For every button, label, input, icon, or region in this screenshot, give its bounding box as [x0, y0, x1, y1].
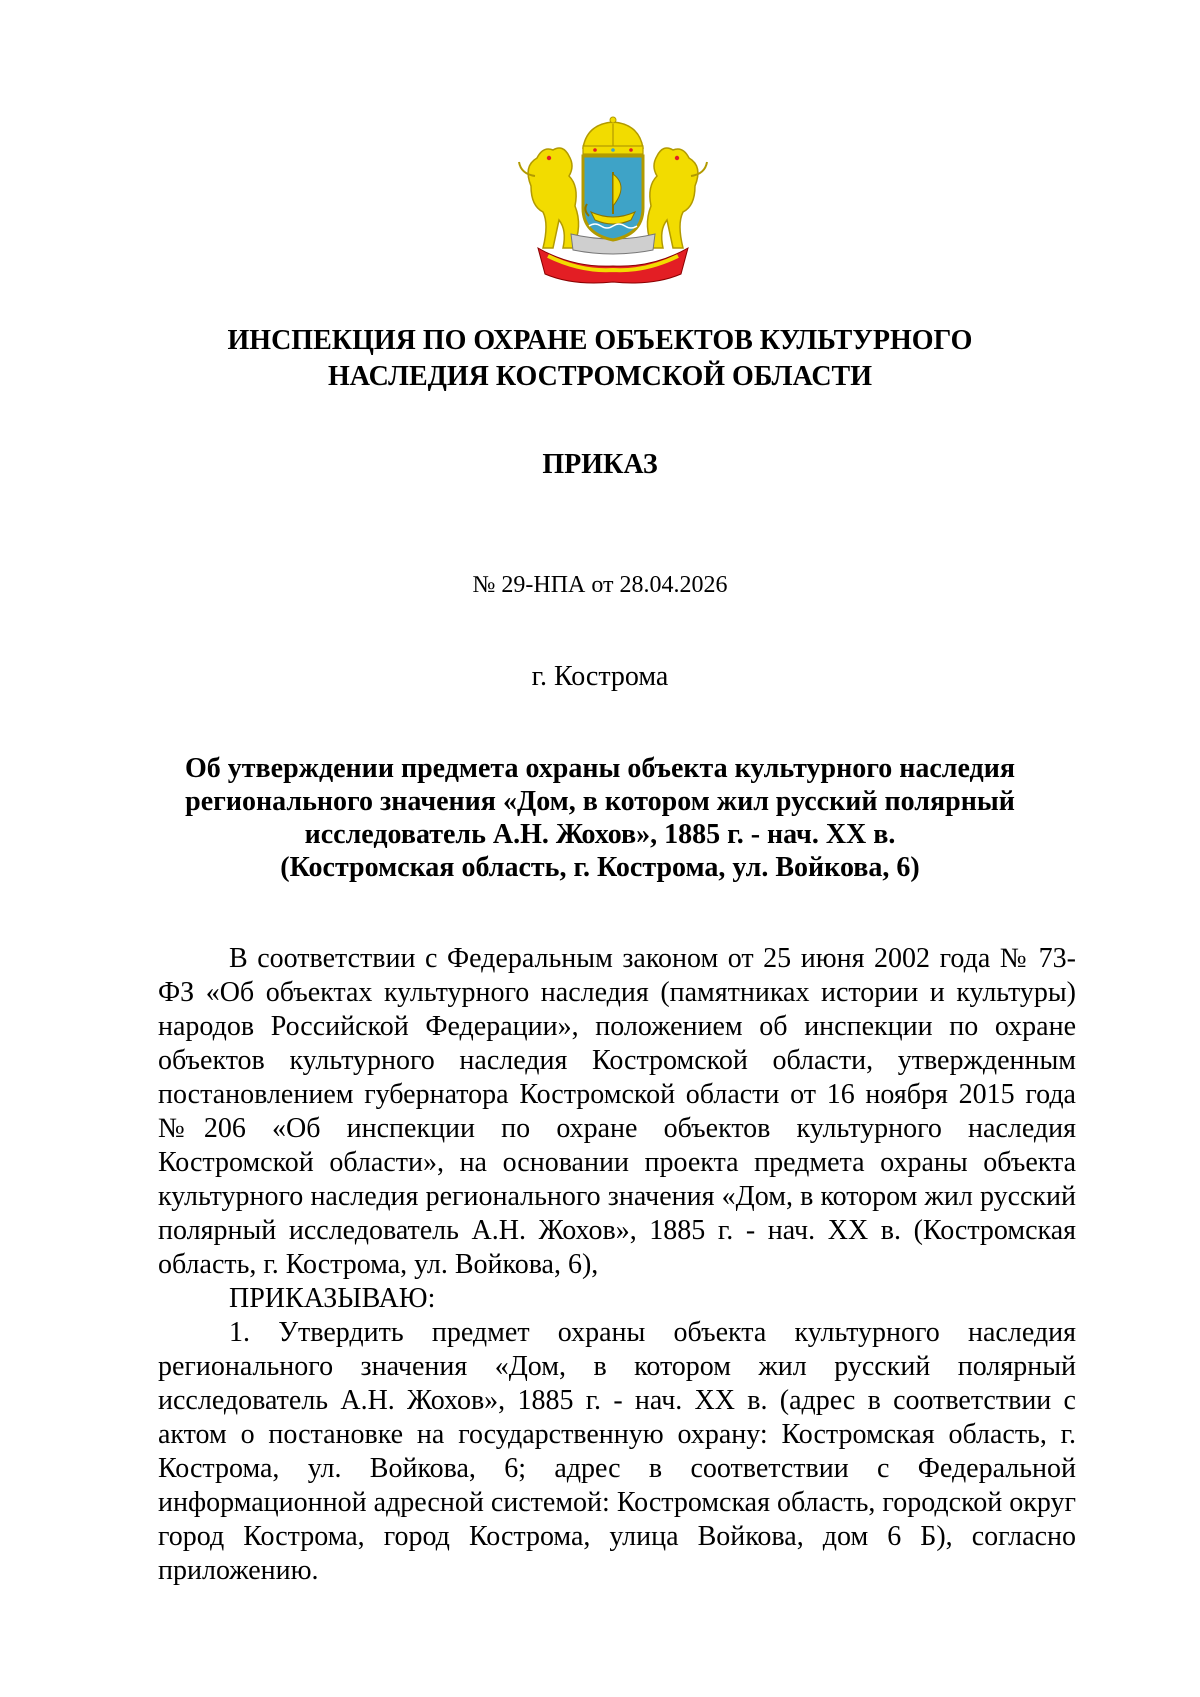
order-word: ПРИКАЗЫВАЮ: — [229, 1283, 436, 1314]
order-item-1: 1. Утвердить предмет охраны объекта культурного наследия регионального значения «Дом, в котором жил русский полярный исследователь А.Н. Жохов», 1885 г. - нач. XX в. (адрес в соответствии с актом о постановке на государственную охрану: Костромская область, г. Кострома, ул. Войкова, 6; адрес в соответствии с Федеральной информационной адресной системой: Костромская область, городской округ город Кострома, город Кострома, улица Войкова, дом 6 Б), согласно приложению. — [158, 1317, 1076, 1586]
coat-of-arms-icon — [513, 116, 713, 290]
organization-title — [0, 323, 1200, 395]
organization-title-line: НАСЛЕДИЯ КОСТРОМСКОЙ ОБЛАСТИ — [327, 361, 873, 392]
document-number-date: № 29-НПА от 28.04.2026 — [472, 572, 728, 598]
subject-line: исследователь А.Н. Жохов», 1885 г. - нач. XX в. — [304, 819, 896, 850]
document-body — [158, 942, 1076, 1588]
organization-title-line: ИНСПЕКЦИЯ ПО ОХРАНЕ ОБЪЕКТОВ КУЛЬТУРНОГО — [227, 325, 973, 356]
document-subject — [0, 752, 1200, 884]
subject-line: (Костромская область, г. Кострома, ул. Войкова, 6) — [280, 852, 920, 883]
document-type: ПРИКАЗ — [542, 449, 658, 480]
subject-line: регионального значения «Дом, в котором жил русский полярный — [185, 786, 1015, 817]
subject-line: Об утверждении предмета охраны объекта культурного наследия — [185, 753, 1015, 784]
preamble-paragraph: В соответствии с Федеральным законом от 25 июня 2002 года № 73-ФЗ «Об объектах культурного наследия (памятниках истории и культуры) народов Российской Федерации», положением об инспекции по охране объектов культурного наследия Костромской области, утвержденным постановлением губернатора Костромской области от 16 ноября 2015 года №206 «Об инспекции по охране объектов культурного наследия Костромской области», на основании проекта предмета охраны объекта культурного наследия регионального значения «Дом, в котором жил русский полярный исследователь А.Н. Жохов», 1885 г. - нач. XX в. (Костромская область, г. Кострома, ул. Войкова, 6), — [158, 943, 1076, 1280]
document-city: г. Кострома — [531, 661, 669, 692]
